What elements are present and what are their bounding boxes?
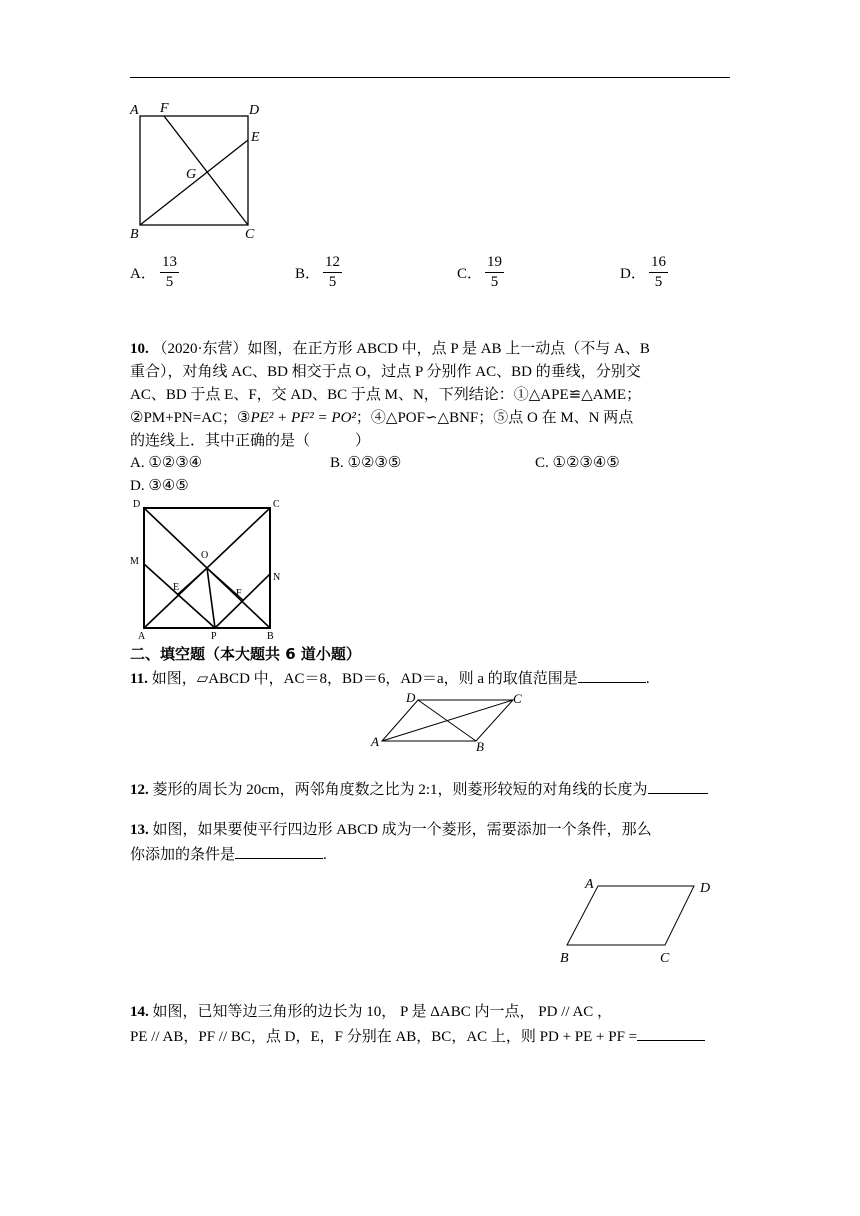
q10-number: 10. (130, 341, 149, 357)
label-f: F (160, 101, 169, 116)
label-f: F (236, 588, 242, 599)
label-o: O (201, 550, 209, 561)
q13-number: 13. (130, 822, 149, 838)
q14-line-2: PE // AB，PF // BC，点 D，E，F 分别在 AB，BC，AC 上，则 PD + PE + PF = (130, 1024, 705, 1049)
q10-option-b: B. ①②③⑤ (330, 455, 402, 471)
q14-line-1: 14. 如图，已知等边三角形的边长为 10， P 是 ΔABC 内一点， PD // AC ， (130, 1004, 613, 1020)
q10-line-5: 的连线上．其中正确的是（ ） (130, 433, 371, 449)
q11-parallelogram-figure (368, 688, 538, 754)
label-a: A (585, 877, 594, 892)
q14-answer-blank[interactable] (637, 1024, 705, 1041)
q11-line: 11. 如图，▱ABCD 中，AC＝8，BD＝6，AD＝a，则 a 的取值范围是 . (130, 666, 650, 691)
q9-option-a-label: A． (130, 266, 156, 282)
label-b: B (560, 951, 569, 966)
label-b: B (267, 631, 274, 642)
q9-option-d-fraction: $\frac{16}{5}$ (651, 254, 666, 290)
label-b: B (130, 227, 139, 242)
q9-option-b-fraction: $\frac{12}{5}$ (325, 254, 340, 290)
q10-line-2: 重合），对角线 AC、BD 相交于点 O，过点 P 分别作 AC、BD 的垂线，分别交 (130, 364, 641, 380)
q9-option-d-label: D． (620, 266, 646, 282)
label-c: C (660, 951, 670, 966)
label-a: A (130, 103, 139, 118)
q9-option-b-label: B． (295, 266, 321, 282)
q13-line-2: 你添加的条件是 . (130, 842, 327, 867)
q10-line-1: 10. （2020·东营）如图，在正方形 ABCD 中，点 P 是 AB 上一动点（不与 A、B (130, 341, 650, 357)
header-rule (130, 77, 730, 78)
label-m: M (130, 556, 139, 567)
label-n: N (273, 572, 281, 583)
q9-square-figure (128, 98, 268, 244)
section-heading: 二、填空题（本大题共 6 道小题） (130, 645, 361, 663)
q9-option-c-label: C． (457, 266, 483, 282)
q14-number: 14. (130, 1004, 149, 1020)
label-c: C (273, 499, 280, 510)
q9-option-a-fraction: $\frac{13}{5}$ (162, 254, 177, 290)
label-d: D (249, 103, 260, 118)
q10-line-3: AC、BD 于点 E、F，交 AD、BC 于点 M、N，下列结论：①△APE≌△AME； (130, 387, 642, 403)
label-c: C (513, 691, 522, 706)
q10-option-d: D. ③④⑤ (130, 478, 189, 494)
q12-answer-blank[interactable] (648, 777, 708, 794)
label-a: A (138, 631, 146, 642)
q11-answer-blank[interactable] (578, 666, 646, 683)
q13-parallelogram-figure (555, 870, 725, 968)
q10-option-a: A. ①②③④ (130, 455, 203, 471)
label-e: E (173, 582, 180, 593)
q10-line-4: ②PM+PN=AC；③PE² + PF² = PO²；④△POF∽△BNF；⑤点 O 在 M、N 两点 (130, 410, 634, 426)
q10-square-figure (128, 496, 288, 642)
label-e: E (251, 130, 260, 145)
label-d: D (700, 881, 711, 896)
q13-answer-blank[interactable] (235, 842, 323, 859)
q10-formula: PE² + PF² = PO² (250, 410, 356, 426)
label-c: C (245, 227, 255, 242)
label-d: D (133, 499, 141, 510)
q12-number: 12. (130, 782, 149, 798)
q10-option-c: C. ①②③④⑤ (535, 455, 620, 471)
q11-number: 11. (130, 671, 148, 687)
q13-line-1: 13. 如图，如果要使平行四边形 ABCD 成为一个菱形，需要添加一个条件，那么 (130, 822, 652, 838)
label-b: B (476, 739, 484, 754)
label-g: G (186, 167, 197, 182)
q12-line: 12. 菱形的周长为 20cm，两邻角度数之比为 2:1，则菱形较短的对角线的长度为 (130, 777, 730, 802)
label-p: P (211, 631, 217, 642)
q9-option-c-fraction: $\frac{19}{5}$ (487, 254, 502, 290)
label-d: D (406, 690, 416, 705)
label-a: A (371, 734, 379, 749)
